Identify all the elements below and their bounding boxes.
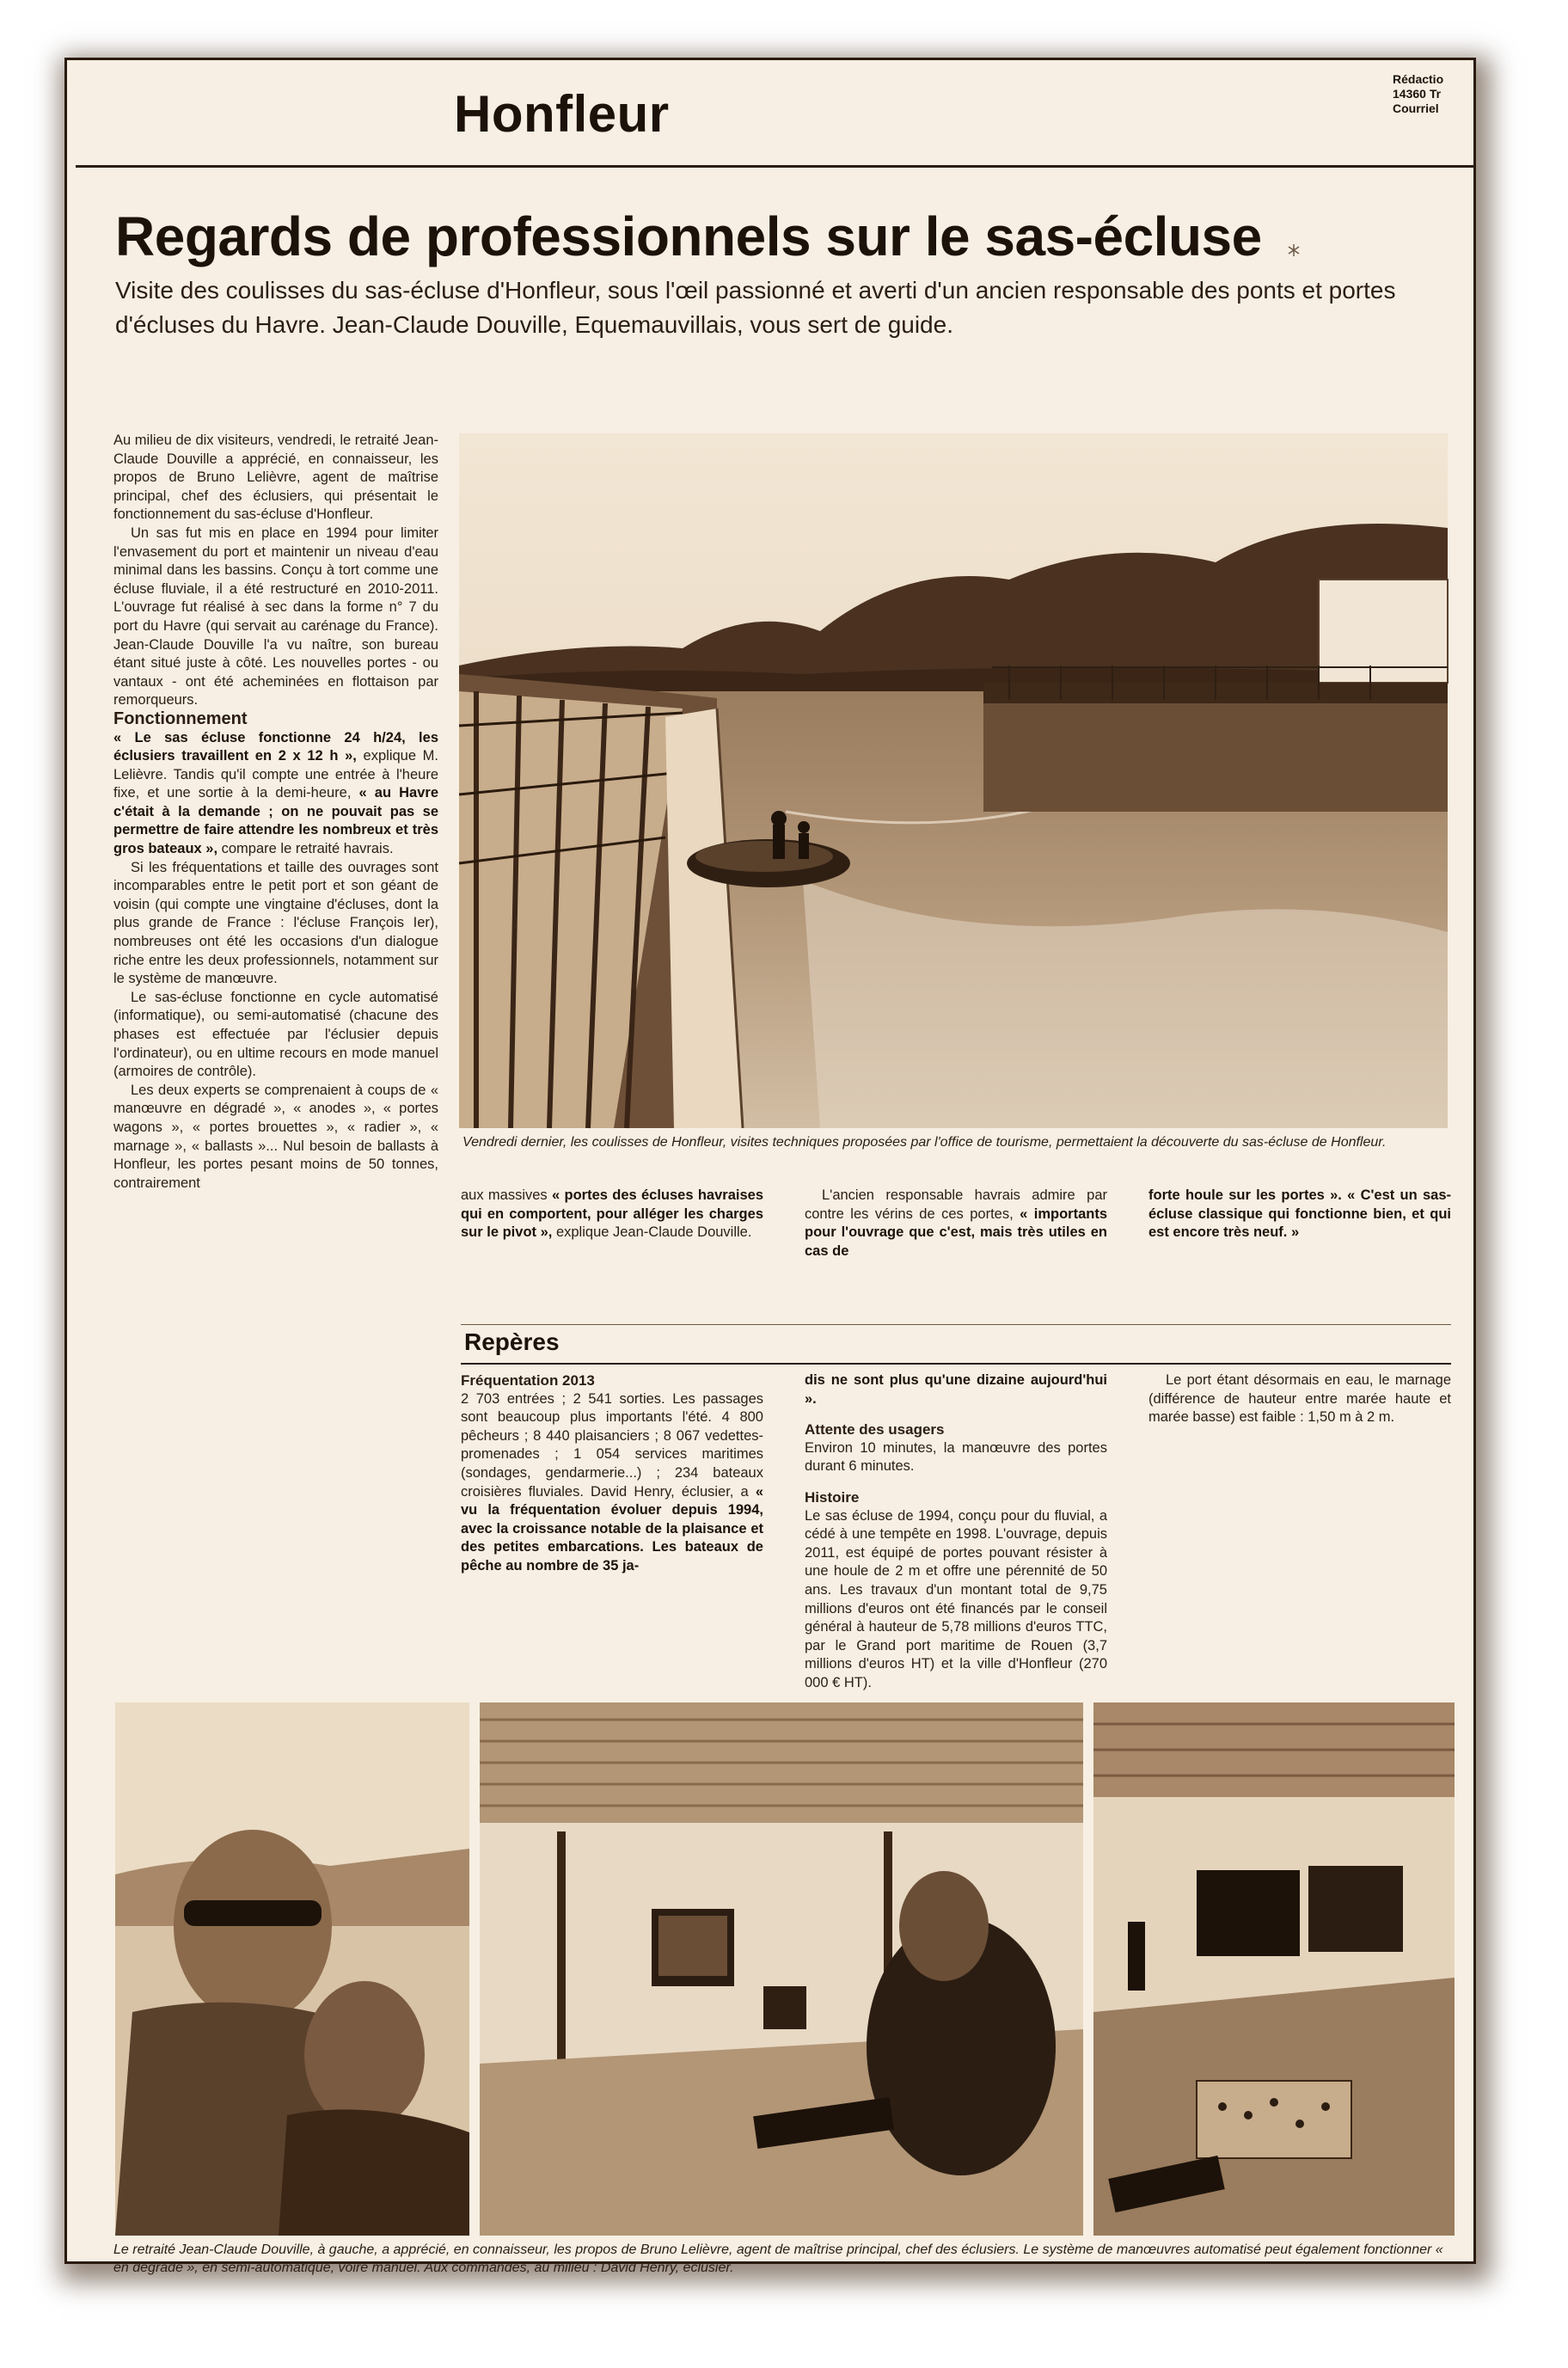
main-photo-caption: Vendredi dernier, les coulisses de Honfleur, visites techniques proposées par l'office de tourisme, permettaient la découverte du sas-écluse de Honfleur.	[462, 1135, 1387, 1150]
article-standfirst: Visite des coulisses du sas-écluse d'Honfleur, sous l'œil passionné et averti d'un ancien responsable des ponts et portes d'écluses du Havre. Jean-Claude Douville, Equemauvillais, vous sert de guide.	[115, 277, 1396, 338]
paragraph: Le sas écluse de 1994, conçu pour du fluvial, a cédé à une tempête en 1998. L'ouvrage, depuis 2011, est équipé de portes pouvant résister à une houle de 2 m et offre une pérennité de 50 ans. Les travaux d'un montant total de 9,75 millions d'euros ont été financés par le conseil général à hauteur de 5,78 millions d'euros TTC, par le Grand port maritime de Rouen (3,7 millions d'euros HT) et la ville d'Honfleur (270 000 € HT).	[805, 1507, 1107, 1690]
article-headline: Regards de professionnels sur le sas-écluse	[115, 206, 1262, 267]
paragraph	[461, 1187, 763, 1242]
paragraph	[461, 1390, 763, 1576]
paragraph-text: explique Jean-Claude Douville.	[552, 1224, 752, 1241]
article-column-3	[805, 1187, 1107, 1261]
quote-text: « portes des écluses havraises qui en comportent, pour alléger les charges sur le pivot »,	[461, 1187, 763, 1241]
reperes-rule	[461, 1363, 1451, 1365]
reperes-column-3	[1148, 1371, 1451, 1427]
paragraph: Le sas-écluse fonctionne en cycle automatisé (informatique), ou semi-automatisé (chacune des phases est effectuée par l'éclusier depuis l'ordinateur), ou en ultime recours en mode manuel (armoires de contrôle).	[113, 989, 438, 1080]
corner-line: Courriel	[1393, 101, 1439, 115]
corner-line: 14360 Tr	[1393, 87, 1442, 101]
article-column-2	[461, 1187, 763, 1242]
paragraph: Environ 10 minutes, la manœuvre des portes durant 6 minutes.	[805, 1439, 1107, 1475]
reperes-column-2	[805, 1371, 1107, 1690]
paragraph: Si les fréquentations et taille des ouvrages sont incomparables entre le petit port et son géant de voisin (qui compte une vingtaine d'écluses, dont la plus grande de France : l'écluse François Ier), nombreuses ont été les occasions d'un dialogue riche entre les deux professionnels, notamment sur le système de manœuvre.	[113, 859, 438, 987]
newspaper-page	[67, 60, 1473, 2275]
paragraph-text: aux massives	[461, 1187, 548, 1203]
photo-control-room	[480, 1702, 1083, 2236]
main-photo-lock	[459, 433, 1448, 1128]
quote-text: « vu la fréquentation évoluer depuis 1994, avec la croissance notable de la plaisance et des petites embarcations. Les bateaux de pêche au nombre de 35 ja-	[461, 1483, 764, 1574]
reperes-column-1	[461, 1371, 763, 1576]
quote-text: dis ne sont plus qu'une dizaine aujourd'hui ».	[805, 1372, 1107, 1407]
paragraph-text: 2 703 entrées ; 2 541 sorties. Les passages sont beaucoup plus importants l'été. 4 800 pêcheurs ; 8 440 plaisanciers ; 8 067 vedettes-promenades ; 1 054 services maritimes (sondages, gendarmerie...) ; 234 bateaux croisières fluviales. David Henry, éclusier, a	[461, 1390, 763, 1500]
reperes-subheading: Histoire	[805, 1488, 860, 1506]
control-desk-image	[1093, 1702, 1455, 2236]
paragraph	[805, 1371, 1107, 1408]
section-title: Honfleur	[454, 85, 670, 143]
paragraph: Les deux experts se comprenaient à coups de « manœuvre en dégradé », « anodes », « portes wagons », « portes brouettes », « radier », « marnage », « ballasts »... Nul besoin de ballasts à Honfleur, les portes pesant moins de 50 tonnes, contrairement	[113, 1082, 438, 1191]
corner-contact-block	[1393, 72, 1470, 116]
article-column-1	[113, 432, 438, 1193]
two-men-image	[115, 1702, 469, 2236]
paragraph: Le port étant désormais en eau, le marnage (différence de hauteur entre marée haute et marée basse) est faible : 1,50 m à 2 m.	[1148, 1372, 1451, 1426]
paragraph-text: explique M. Lelièvre. Tandis qu'il compte une entrée à l'heure fixe, et une sortie à la demi-heure,	[113, 748, 438, 801]
paragraph	[113, 729, 438, 859]
header-rule	[76, 165, 1473, 168]
control-room-image	[480, 1702, 1083, 2236]
reperes-title: Repères	[464, 1328, 560, 1355]
paragraph	[1148, 1187, 1451, 1242]
bottom-photos-caption: Le retraité Jean-Claude Douville, à gauche, a apprécié, en connaisseur, les propos de Bruno Lelièvre, agent de maîtrise principal, chef des éclusiers. Le système de manœuvres automatisé peut également fonctionner « en dégradé », en semi-automatique, voire manuel. Aux commandes, au milieu : David Henry, éclusier.	[113, 2242, 1443, 2275]
quote-text: « au Havre c'était à la demande ; on ne pouvait pas se permettre de faire attendre les nombreux et très gros bateaux »,	[113, 785, 438, 857]
paragraph	[805, 1187, 1107, 1261]
photo-control-desk	[1093, 1702, 1455, 2236]
reperes-subheading: Attente des usagers	[805, 1421, 945, 1439]
reperes-top-rule	[461, 1324, 1451, 1325]
subheading-fonctionnement: Fonctionnement	[113, 709, 248, 728]
reperes-subheading: Fréquentation 2013	[461, 1372, 595, 1389]
asterisk-mark	[1286, 242, 1302, 258]
paragraph: Un sas fut mis en place en 1994 pour limiter l'envasement du port et maintenir un niveau d'eau minimal dans les bassins. Conçu à tort comme une écluse fluviale, il a été restructuré en 2010-2011. L'ouvrage fut réalisé à sec dans la forme n° 7 du port du Havre (qui servait au carénage du France). Jean-Claude Douville l'a vu naître, son bureau étant situé juste à côté. Les nouvelles portes - ou vantaux - ont été acheminées en flottaison par remorqueurs.	[113, 525, 438, 709]
photo-two-men	[115, 1702, 469, 2236]
paragraph-text: compare le retraité havrais.	[217, 841, 394, 857]
quote-text: forte houle sur les portes ». « C'est un sas-écluse classique qui fonctionne bien, et qui est encore très neuf. »	[1148, 1187, 1451, 1241]
corner-line: Rédactio	[1393, 72, 1444, 86]
paragraph-text: L'ancien responsable havrais admire par contre les vérins de ces portes,	[805, 1187, 1107, 1222]
quote-text: « Le sas écluse fonctionne 24 h/24, les éclusiers travaillent en 2 x 12 h »,	[113, 729, 438, 764]
lock-photo-image	[459, 433, 1448, 1128]
article-column-4	[1148, 1187, 1451, 1242]
paragraph: Au milieu de dix visiteurs, vendredi, le retraité Jean-Claude Douville a apprécié, en connaisseur, les propos de Bruno Lelièvre, agent de maîtrise principal, chef des éclusiers, qui présentait le fonctionnement du sas-écluse d'Honfleur.	[113, 432, 438, 523]
quote-text: « importants pour l'ouvrage que c'est, mais très utiles en cas de	[805, 1205, 1107, 1259]
